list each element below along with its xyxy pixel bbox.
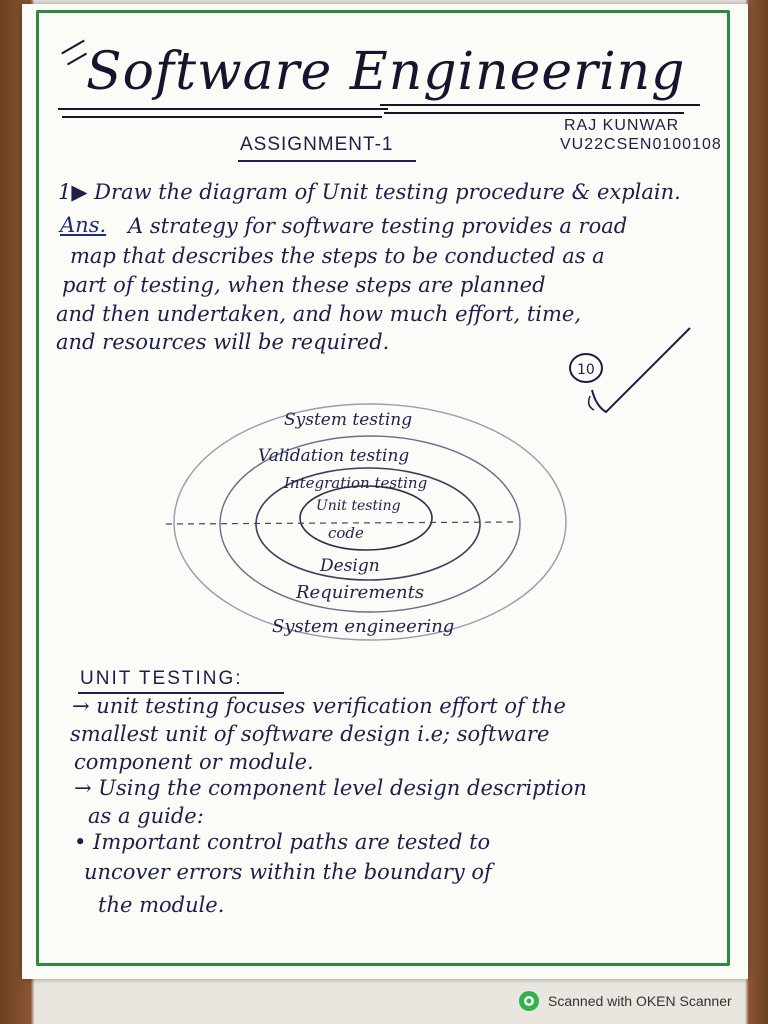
author-block <box>560 116 722 154</box>
author-id: VU22CSEN0100108 <box>560 136 722 153</box>
testing-strategy-diagram <box>160 400 580 660</box>
section-line: the module. <box>98 893 225 917</box>
diagram-label: code <box>328 524 364 542</box>
scanner-logo-icon <box>518 990 540 1012</box>
diagram-label: Integration testing <box>284 474 428 492</box>
page-title: Software Engineering <box>86 42 686 102</box>
scanner-text: Scanned with OKEN Scanner <box>548 993 732 1009</box>
title-underline <box>384 112 684 114</box>
assignment-underline <box>238 160 416 162</box>
title-underline <box>380 104 700 106</box>
section-heading: UNIT TESTING: <box>80 668 243 689</box>
section-line: → unit testing focuses verification effort of the <box>72 694 566 718</box>
answer-line: map that describes the steps to be conducted as a <box>70 244 605 268</box>
core-spiral <box>300 486 432 550</box>
diagram-label: System testing <box>284 410 413 430</box>
diagram-label: Validation testing <box>258 446 410 466</box>
grade-tick-icon <box>560 320 700 420</box>
assignment-label: ASSIGNMENT-1 <box>240 134 394 155</box>
grade-mark: 10 <box>577 362 595 378</box>
title-underline <box>62 116 382 118</box>
section-line: smallest unit of software design i.e; software <box>70 722 550 746</box>
diagram-label: System engineering <box>272 616 455 637</box>
diagram-label: Unit testing <box>316 498 401 514</box>
section-line: component or module. <box>74 750 314 774</box>
section-line: • Important control paths are tested to <box>74 830 491 854</box>
answer-line: and resources will be required. <box>56 330 390 354</box>
question-text: 1▶ Draw the diagram of Unit testing procedure & explain. <box>58 180 681 204</box>
section-line: as a guide: <box>88 804 204 828</box>
title-underline <box>58 108 388 110</box>
section-line: → Using the component level design description <box>74 776 587 800</box>
diagram-label: Design <box>320 556 380 576</box>
answer-line: and then undertaken, and how much effort, time, <box>56 302 582 326</box>
diagram-label: Requirements <box>296 582 425 603</box>
section-line: uncover errors within the boundary of <box>84 860 492 884</box>
answer-line: part of testing, when these steps are planned <box>62 273 546 297</box>
scanner-watermark <box>518 990 732 1012</box>
author-name: RAJ KUNWAR <box>564 117 680 134</box>
answer-label: Ans. <box>60 213 107 237</box>
answer-line: A strategy for software testing provides a road <box>128 214 628 238</box>
